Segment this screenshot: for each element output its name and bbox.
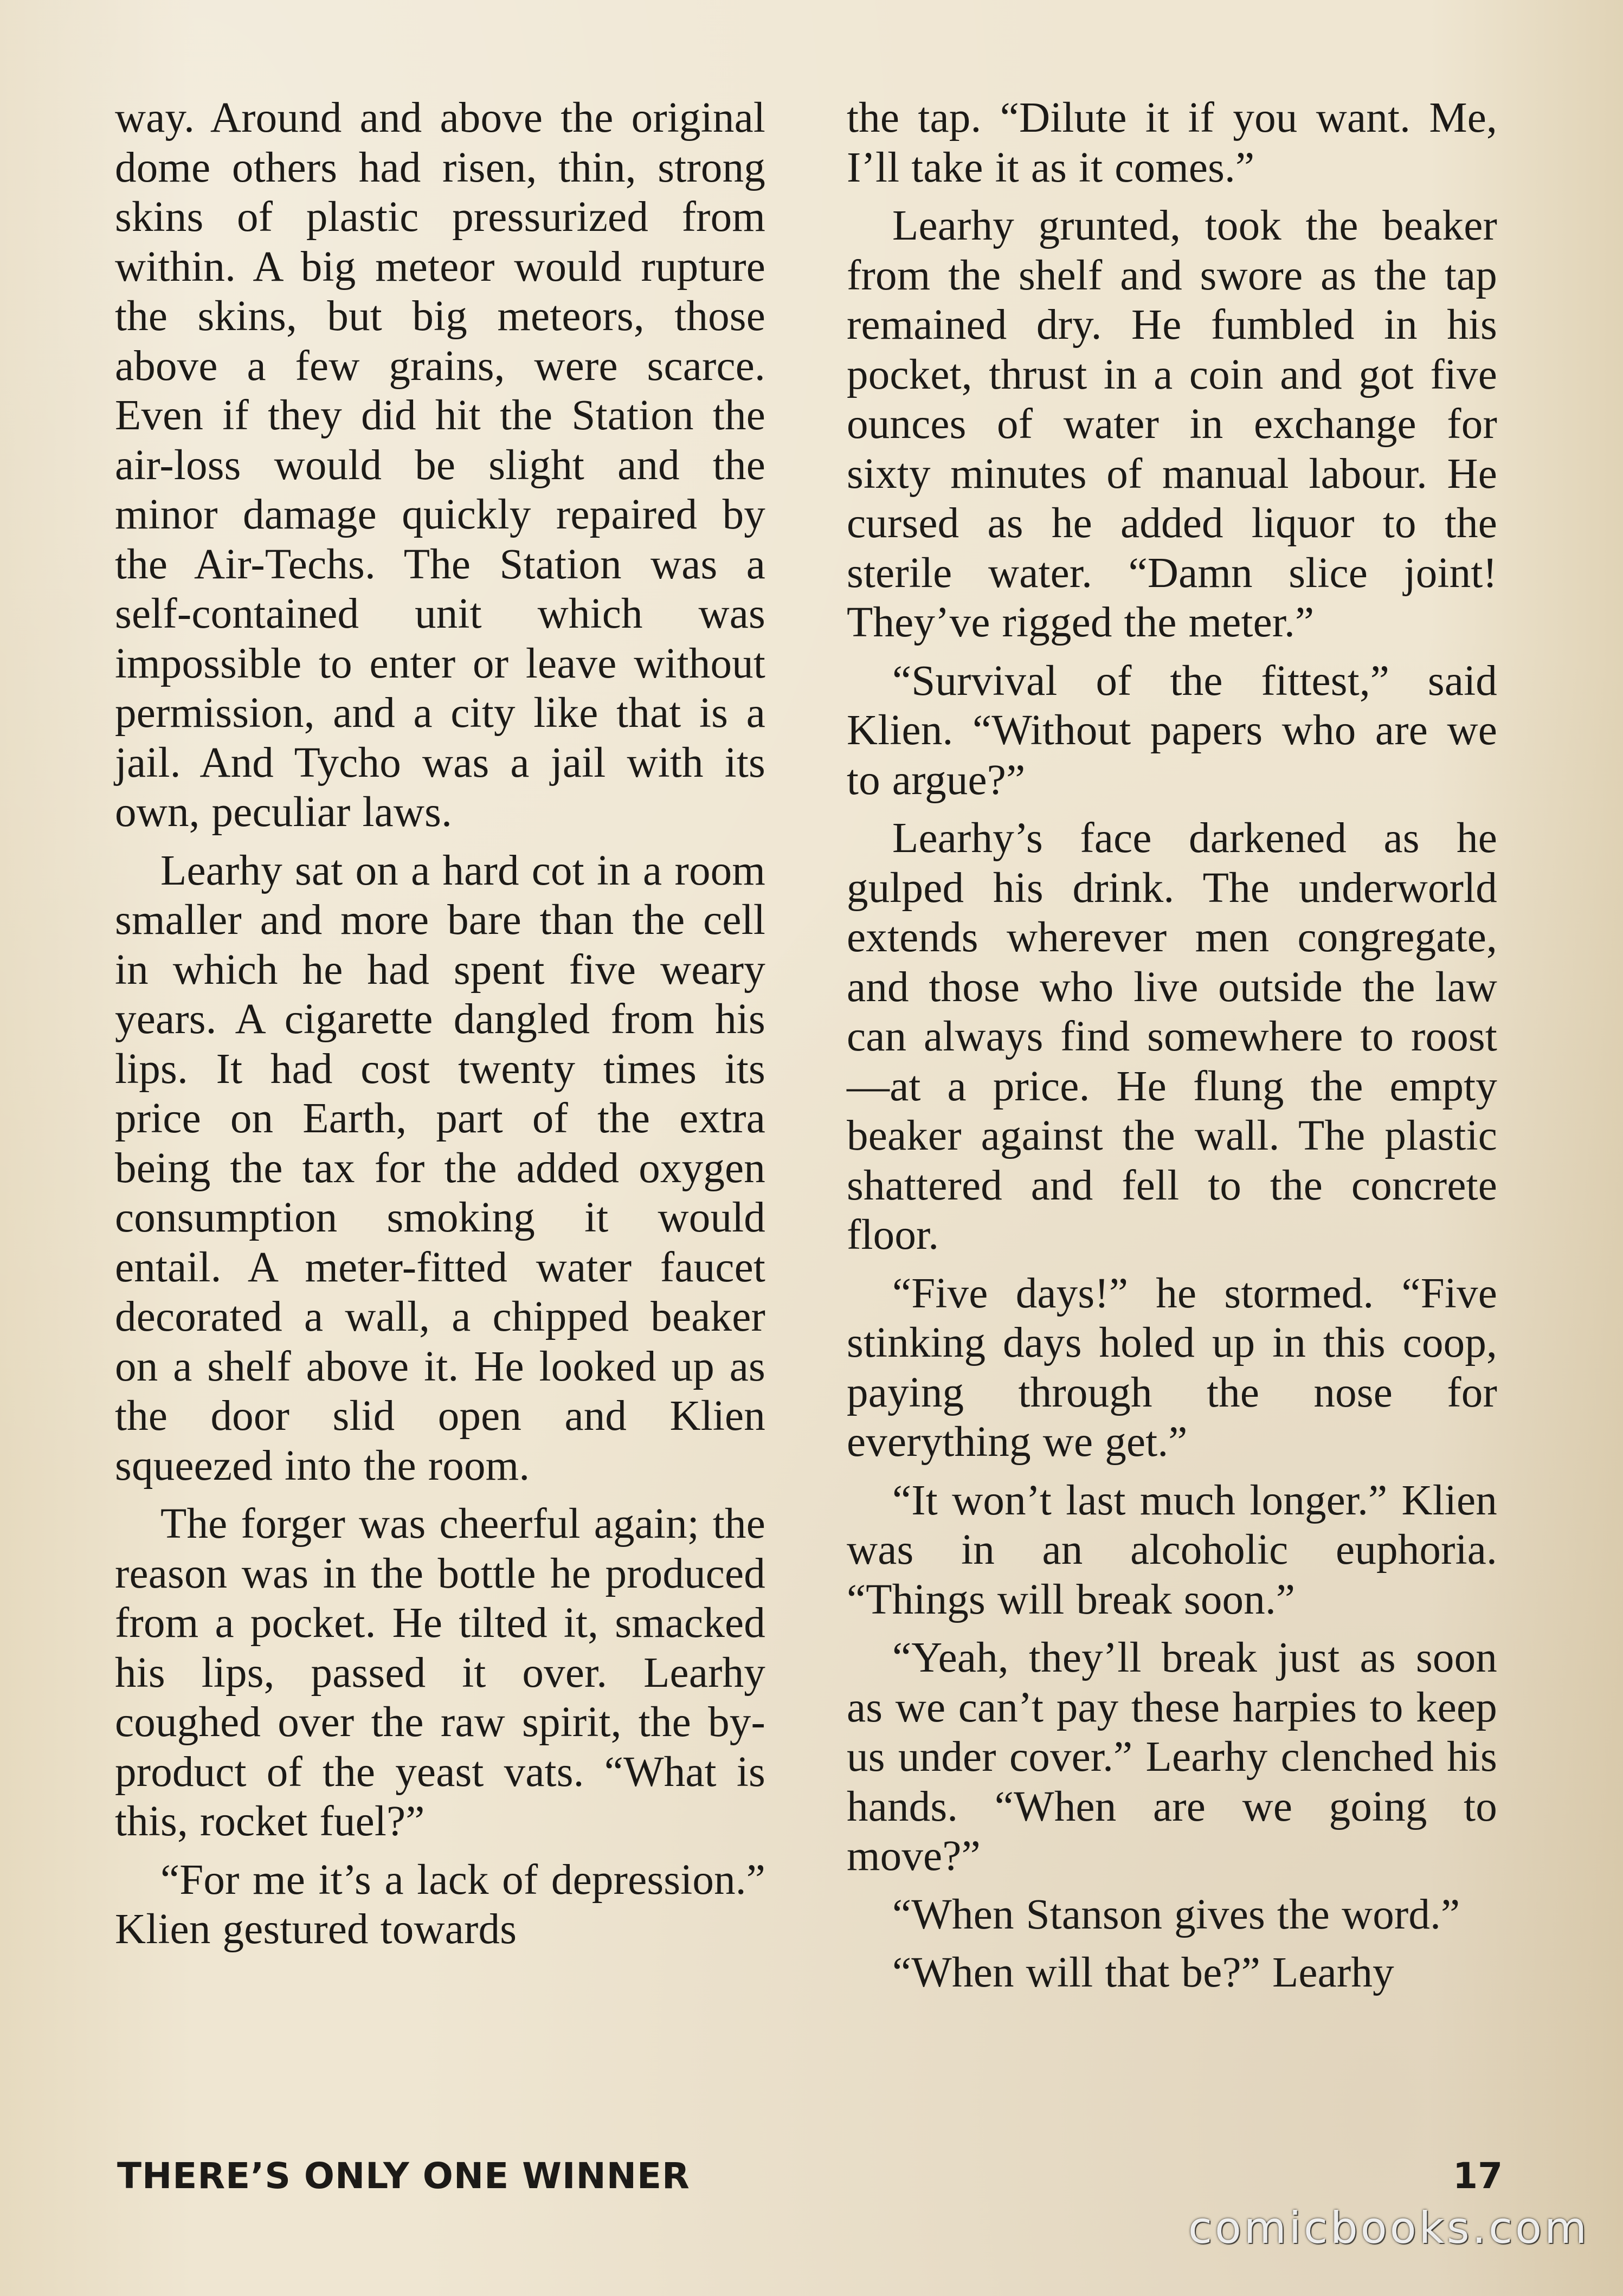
paragraph: “Survival of the fittest,” said Klien. “Without papers who are we to argue?” [847, 657, 1497, 804]
page-number: 17 [1453, 2155, 1503, 2197]
watermark: comicbooks.com [1188, 2203, 1589, 2253]
paragraph: The forger was cheerful again; the reason was in the bottle he produced from a pocket. He tilted it, smacked his lips, passed it over. Learhy coughed over the raw spirit, the by-product of the yeast vats. “What is this, rocket fuel?” [115, 1500, 765, 1845]
paragraph: way. Around and above the original dome others had risen, thin, strong skins of plastic pressurized from within. A big meteor would rupture the skins, but big meteors, those above a few grains, were scarce. Even if they did hit the Station the air-loss would be slight and the minor damage quickly repaired by the Air-Techs. The Station was a self-contained unit which was impossible to enter or leave without permission, and a city like that is a jail. And Tycho was a jail with its own, peculiar laws. [115, 94, 765, 836]
paragraph: “It won’t last much longer.” Klien was in an alcoholic euphoria. “Things will break soon.” [847, 1476, 1497, 1623]
paragraph: “When Stanson gives the word.” [892, 1891, 1460, 1938]
paragraph: Learhy grunted, took the beaker from the shelf and swore as the tap remained dry. He fumbled in his pocket, thrust in a coin and got five ounces of water in exchange for sixty minutes of manual labour. He cursed as he added liquor to the sterile water. “Damn slice joint! They’ve rigged the meter.” [847, 202, 1497, 646]
paragraph: “For me it’s a lack of depression.” Klien gestured towards [115, 1856, 765, 1953]
left-text-column [115, 93, 765, 1963]
paragraph: the tap. “Dilute it if you want. Me, I’ll take it as it comes.” [847, 94, 1497, 191]
paragraph: “Yeah, they’ll break just as soon as we can’t pay these harpies to keep us under cover.” Learhy clenched his hands. “When are we going to move?” [847, 1634, 1497, 1880]
running-footer-title: THERE’S ONLY ONE WINNER [117, 2155, 690, 2197]
paragraph: “Five days!” he stormed. “Five stinking days holed up in this coop, paying through the nose for everything we get.” [847, 1269, 1497, 1466]
paragraph: Learhy’s face darkened as he gulped his drink. The underworld extends wherever men congregate, and those who live outside the law can always find somewhere to roost—at a price. He flung the empty beaker against the wall. The plastic shattered and fell to the concrete floor. [847, 815, 1497, 1259]
right-text-column [847, 93, 1497, 2007]
paragraph: Learhy sat on a hard cot in a room smaller and more bare than the cell in which he had spent five weary years. A cigarette dangled from his lips. It had cost twenty times its price on Earth, part of the extra being the tax for the added oxygen consumption smoking it would entail. A meter-fitted water faucet decorated a wall, a chipped beaker on a shelf above it. He looked up as the door slid open and Klien squeezed into the room. [115, 847, 765, 1489]
paragraph: “When will that be?” Learhy [892, 1949, 1394, 1996]
